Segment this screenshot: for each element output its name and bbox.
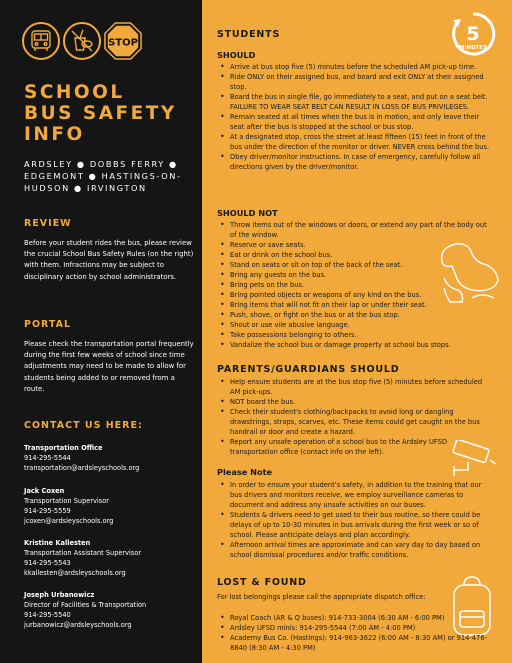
lost-found-heading: LOST & FOUND xyxy=(217,577,307,588)
list-item: • Check their student's clothing/backpacks to avoid long or dangling drawstrings, straps, scarves, etc. These items could get caught on the bus handrail or door and create a hazard. xyxy=(217,407,492,437)
list-item: • Help ensure students are at the bus stop five (5) minutes before scheduled AM pick-ups. xyxy=(217,377,492,397)
should-not-heading: SHOULD NOT xyxy=(217,208,278,218)
list-item: • Shout or use vile abusive language. xyxy=(217,320,492,330)
list-item: • In order to ensure your student's safety, in addition to the training that our bus drivers and monitors receive, we employ surveillance cameras to document and address any unsafe activities on our buses. xyxy=(217,480,492,510)
list-item: • Obey driver/monitor instructions. In case of emergency, carefully follow all directions given by the driver/monitor. xyxy=(217,152,492,172)
five-minutes-icon xyxy=(449,10,497,58)
contact-entry xyxy=(24,486,196,526)
list-item: • Stand on seats or sit on top of the back of the seat. xyxy=(217,260,492,270)
contact-phone: 914-295-5543 xyxy=(24,559,71,567)
contact-name: Kristine Kallesten xyxy=(24,539,91,547)
title-line: INFO xyxy=(24,124,85,145)
list-item: • Ardsley UFSD minis: 914-295-5544 (7:00 AM - 4:00 PM) xyxy=(217,623,492,633)
review-text: Before your student rides the bus, please review the crucial School Bus Safety Rules (on the right) with them. Infractions may be subject to disciplinary action by school administrators. xyxy=(24,239,194,281)
list-item: • Bring any guests on the bus. xyxy=(217,270,492,280)
list-item: • Academy Bus Co. (Hastings): 914-963-3622 (6:00 AM - 8:30 AM) or 914-476-8840 (8:30 AM - 4:30 PM) xyxy=(217,633,492,653)
no-food-icon xyxy=(63,22,101,60)
title-line: SCHOOL xyxy=(24,82,125,103)
contact-email[interactable]: jcoxen@ardsleyschools.org xyxy=(24,517,114,525)
contact-email[interactable]: kkallesten@ardsleyschools.org xyxy=(24,569,126,577)
left-panel xyxy=(0,0,202,663)
lost-found-text: For lost belongings please call the appropriate dispatch office: xyxy=(217,593,426,601)
list-item: • Reserve or save seats. xyxy=(217,240,492,250)
contact-phone: 914-295-5544 xyxy=(24,454,71,462)
camera-icon xyxy=(446,440,498,478)
badge-number: 5 xyxy=(466,23,480,45)
list-item: • Push, shove, or fight on the bus or at the bus stop. xyxy=(217,310,492,320)
pets-icon xyxy=(436,238,502,308)
title-line: BUS SAFETY xyxy=(24,103,177,124)
list-item: • Ride ONLY on their assigned bus, and board and exit ONLY at their assigned stop. xyxy=(217,72,492,92)
contact-phone: 914-295-5540 xyxy=(24,611,71,619)
list-item: • Take possessions belonging to others. xyxy=(217,330,492,340)
list-item: • Bring items that will not fit on their lap or under their seat. xyxy=(217,300,492,310)
page-title xyxy=(24,82,177,145)
list-item: • NOT board the bus. xyxy=(217,397,492,407)
list-item: • Students & drivers need to get used to their bus routine, so there could be delays of up to 10-30 minutes in bus arrivals during the first week or so of school. Please anticipate delays and plan accordingly. xyxy=(217,510,492,540)
stop-sign-icon xyxy=(104,22,142,60)
list-item: • At a designated stop, cross the street at least fifteen (15) feet in front of the bus under the direction of the monitor or driver. NEVER cross behind the bus. xyxy=(217,132,492,152)
stop-sign-label: STOP xyxy=(108,37,138,49)
list-item: • Bring pets on the bus. xyxy=(217,280,492,290)
contact-email[interactable]: jurbanowicz@ardsleyschools.org xyxy=(24,621,132,629)
portal-text: Please check the transportation portal frequently during the first few weeks of school since time adjustments may need to be made to allow for students being added to or removed from a route. xyxy=(24,340,194,393)
students-heading: STUDENTS xyxy=(217,29,281,40)
list-item: • Eat or drink on the school bus. xyxy=(217,250,492,260)
should-list xyxy=(217,62,492,172)
list-item: • Arrive at bus stop five (5) minutes before the scheduled AM pick-up time. xyxy=(217,62,492,72)
list-item: • Board the bus in single file, go immediately to a seat, and put on a seat belt. FAILURE TO WEAR SEAT BELT CAN RESULT IN LOSS OF BUS PRIVILEGES. xyxy=(217,92,492,112)
contact-entry xyxy=(24,443,196,473)
review-heading: REVIEW xyxy=(24,218,72,229)
badge-unit: MINUTES xyxy=(458,45,488,51)
list-item: • Throw items out of the windows or doors, or extend any part of the body out of the window. xyxy=(217,220,492,240)
list-item: • Remain seated at all times when the bus is in motion, and only leave their seat after the bus is stopped at the school or bus stop. xyxy=(217,112,492,132)
should-heading: SHOULD xyxy=(217,50,256,60)
portal-heading: PORTAL xyxy=(24,319,72,330)
list-item: • Bring pointed objects or weapons of any kind on the bus. xyxy=(217,290,492,300)
contact-entry xyxy=(24,590,196,630)
parents-heading: PARENTS/GUARDIANS SHOULD xyxy=(217,364,400,375)
contact-email[interactable]: transportation@ardsleyschools.org xyxy=(24,464,140,472)
contact-role: Transportation Assistant Supervisor xyxy=(24,549,142,557)
list-item: • Royal Coach (AR & Q buses): 914-733-3004 (6:30 AM - 6:00 PM) xyxy=(217,613,492,623)
contact-role: Director of Facilities & Transportation xyxy=(24,601,147,609)
contact-name: Transportation Office xyxy=(24,444,103,452)
contact-entry xyxy=(24,538,196,578)
note-list xyxy=(217,480,492,560)
contact-role: Transportation Supervisor xyxy=(24,497,109,505)
list-item: • Report any unsafe operation of a school bus to the Ardsley UFSD transportation office (contact info on the left). xyxy=(217,437,492,457)
header-icons xyxy=(22,22,142,60)
note-heading: Please Note xyxy=(217,467,273,477)
list-item: • Vandalize the school bus or damage property at school bus stops. xyxy=(217,340,492,350)
lost-found-list xyxy=(217,613,492,653)
contact-name: Jack Coxen xyxy=(24,487,65,495)
contact-name: Joseph Urbanowicz xyxy=(24,591,95,599)
bus-icon xyxy=(22,22,60,60)
contact-phone: 914-295-5559 xyxy=(24,507,71,515)
towns-list: ARDSLEY ● DOBBS FERRY ● EDGEMONT ● HASTINGS-ON-HUDSON ● IRVINGTON xyxy=(24,159,182,193)
contact-heading: CONTACT US HERE: xyxy=(24,420,143,431)
list-item: • Afternoon arrival times are approximate and can vary day to day based on school dismissal procedures and/or traffic conditions. xyxy=(217,540,492,560)
